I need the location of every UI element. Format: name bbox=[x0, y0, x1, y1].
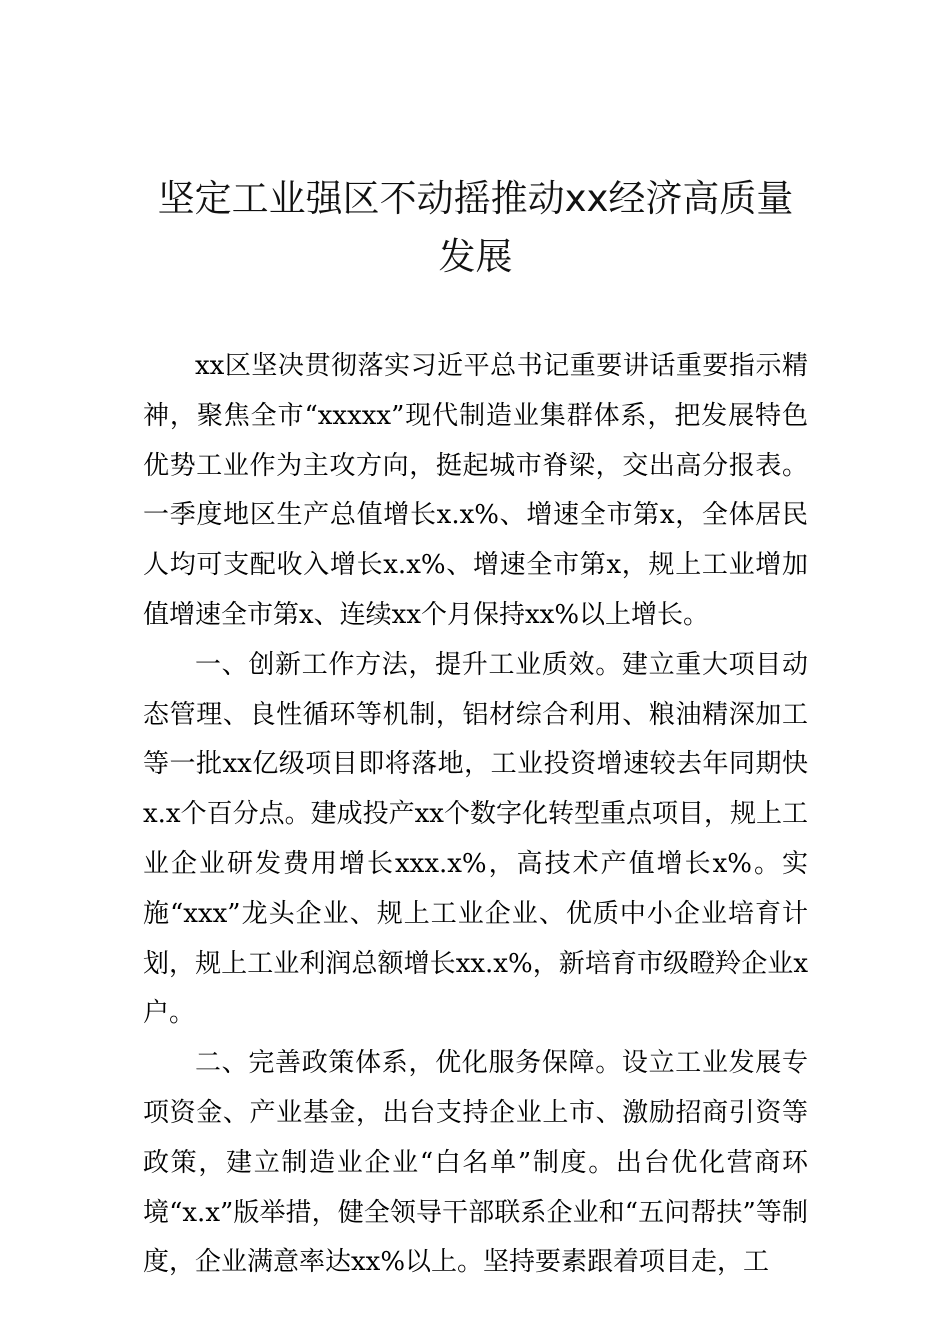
paragraph-section-one: 一、创新工作方法，提升工业质效。建立重大项目动态管理、良性循环等机制，铝材综合利用、粮油精深加工等一批xx亿级项目即将落地，工业投资增速较去年同期快x.x个百分点。建成投产xx个数字化转型重点项目，规上工业企业研发费用增长xxx.x%，高技术产值增长x%。实施“xxx”龙头企业、规上工业企业、优质中小企业培育计划，规上工业利润总额增长xx.x%，新培育市级瞪羚企业x户。 bbox=[143, 649, 808, 1029]
paragraph-section-two: 二、完善政策体系，优化服务保障。设立工业发展专项资金、产业基金，出台支持企业上市、激励招商引资等政策，建立制造业企业“白名单”制度。出台优化营商环境“x.x”版举措，健全领导干部联系企业和“五问帮扶”等制度，企业满意率达xx%以上。坚持要素跟着项目走，工 bbox=[143, 1048, 808, 1278]
document-title: 坚定工业强区不动摇推动xx经济高质量发展 bbox=[157, 177, 794, 278]
document-body bbox=[143, 342, 808, 1288]
document-page bbox=[143, 170, 808, 1288]
paragraph-intro: xx区坚决贯彻落实习近平总书记重要讲话重要指示精神，聚焦全市“xxxxx”现代制造业集群体系，把发展特色优势工业作为主攻方向，挺起城市脊梁，交出高分报表。一季度地区生产总值增长x.x%、增速全市第x，全体居民人均可支配收入增长x.x%、增速全市第x，规上工业增加值增速全市第x、连续xx个月保持xx%以上增长。 bbox=[143, 351, 808, 630]
